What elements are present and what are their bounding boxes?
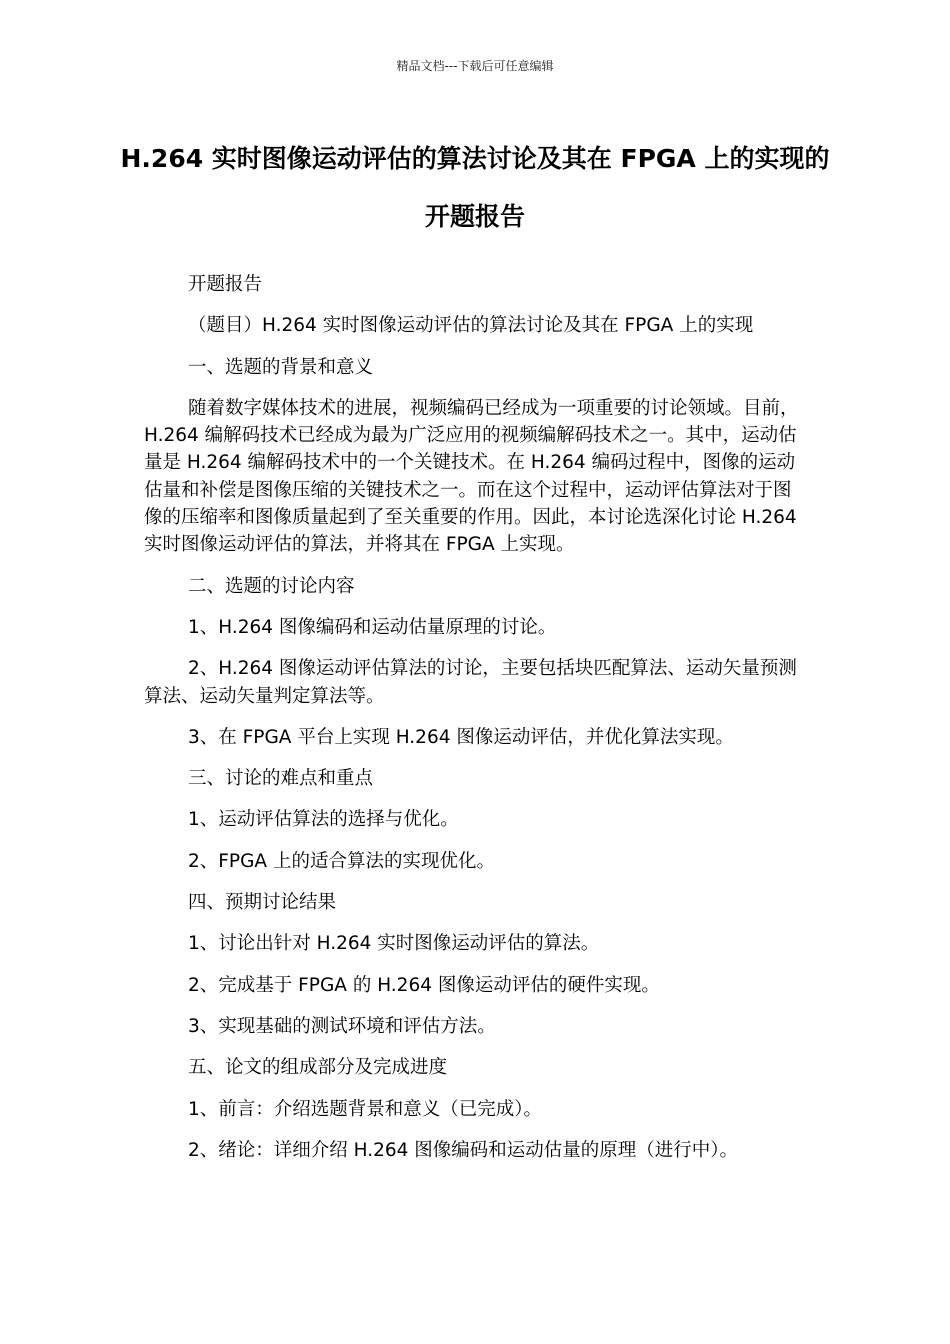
document-title: H.264 实时图像运动评估的算法讨论及其在 FPGA 上的实现的开题报告	[120, 144, 830, 231]
result-item-1: 1、讨论出针对 H.264 实时图像运动评估的算法。	[188, 933, 600, 955]
section-heading-content: 二、选题的讨论内容	[188, 575, 355, 597]
difficulty-item-2: 2、FPGA 上的适合算法的实现优化。	[188, 850, 495, 872]
difficulty-item-1: 1、运动评估算法的选择与优化。	[188, 809, 459, 831]
section-heading-results: 四、预期讨论结果	[188, 892, 337, 914]
structure-item-2: 2、绪论：详细介绍 H.264 图像编码和运动估量的原理（进行中）。	[188, 1139, 739, 1161]
section-heading-structure: 五、论文的组成部分及完成进度	[188, 1057, 448, 1079]
background-paragraph: 随着数字媒体技术的进展，视频编码已经成为一项重要的讨论领域。目前，H.264 编解码技术已经成为最为广泛应用的视频编解码技术之一。其中，运动估量是 H.264 编解码技术中的一个关键技术。在 H.264 编码过程中，图像的运动估量和补偿是图像压缩的关键技术之一。而在这个过程中，运动评估算法对于图像的压缩率和图像质量起到了至关重要的作用。因此，本讨论选深化讨论 H.264 实时图像运动评估的算法，并将其在 FPGA 上实现。	[144, 397, 799, 556]
report-label: 开题报告	[188, 274, 263, 295]
section-heading-difficulties: 三、讨论的难点和重点	[188, 768, 374, 790]
content-item-3: 3、在 FPGA 平台上实现 H.264 图像运动评估，并优化算法实现。	[188, 726, 734, 748]
content-item-1: 1、H.264 图像编码和运动估量原理的讨论。	[188, 616, 557, 638]
header-note: 精品文档---下载后可任意编辑	[396, 59, 554, 73]
topic-line: （题目）H.264 实时图像运动评估的算法讨论及其在 FPGA 上的实现	[188, 315, 754, 337]
result-item-2: 2、完成基于 FPGA 的 H.264 图像运动评估的硬件实现。	[188, 974, 660, 996]
result-item-3: 3、实现基础的测试环境和评估方法。	[188, 1015, 496, 1037]
structure-item-1: 1、前言：介绍选题背景和意义（已完成）。	[188, 1098, 543, 1120]
content-item-2: 2、H.264 图像运动评估算法的讨论，主要包括块匹配算法、运动矢量预测算法、运动矢量判定算法等。	[144, 658, 797, 707]
document-body	[144, 271, 808, 1178]
section-heading-background: 一、选题的背景和意义	[188, 356, 374, 378]
